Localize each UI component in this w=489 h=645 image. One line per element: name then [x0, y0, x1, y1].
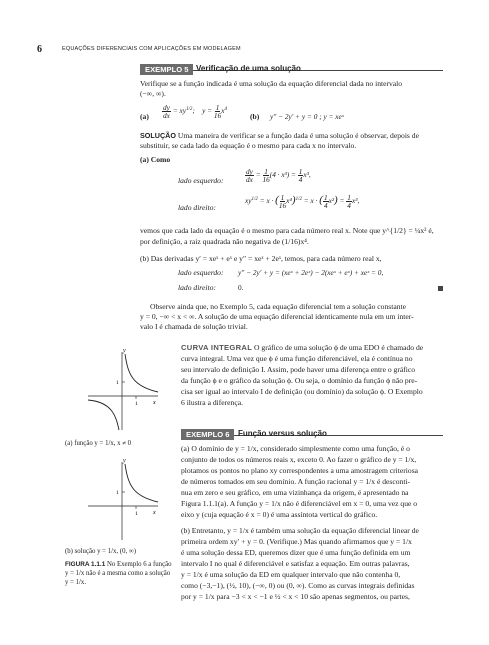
- figure-a-curve-negative: [88, 400, 119, 430]
- example6-b-line7: por y = 1/x para −3 < x < −1 e ½ < x < 10 são apenas segmentos, ou partes,: [181, 592, 410, 601]
- figure-caption-head: FIGURA 1.1.1: [65, 561, 106, 568]
- example6-b-line5: y = 1/x é uma solução da ED em qualquer intervalo que não contenha 0,: [181, 570, 401, 579]
- figure-caption-line1: [65, 561, 175, 570]
- example6-label: EXEMPLO 6: [181, 429, 234, 440]
- figure-a-caption: (a) função y = 1/x, x ≠ 0: [65, 440, 132, 447]
- b-line1: (b) Das derivadas y′ = xeˣ + eˣ e y″ = xeˣ + 2eˣ, temos, para cada número real x,: [140, 254, 382, 263]
- curva-line1: [181, 343, 481, 353]
- example6-a-line2: conjunto de todos os números reais x, exceto 0. Ao fazer o gráfico de y = 1/x,: [181, 455, 417, 464]
- b-right-side-label: lado direito:: [178, 283, 216, 292]
- example5-label: EXEMPLO 5: [140, 64, 193, 75]
- figure-a-graph: [80, 346, 160, 432]
- figure-a-y-label: y: [123, 348, 126, 354]
- figure-b-y-label: y: [123, 458, 126, 464]
- solution-head: SOLUÇÃO: [140, 131, 176, 140]
- example5-b-equation: y″ − 2y′ + y = 0 ; y = xeˣ: [270, 112, 344, 121]
- example5-intro-line1: Verifique se a função indicada é uma solução da equação diferencial dada no intervalo: [140, 79, 403, 88]
- observe-line2: y = 0, −∞ < x < ∞. A solução de uma equação diferencial identicamente nula em um inter-: [140, 312, 414, 321]
- example5-title: Verificação de uma solução: [196, 64, 301, 73]
- figure-b-tick-y: 1: [116, 490, 119, 496]
- figure-a-tick-y: 1: [116, 380, 119, 386]
- figure-b-x-label: x: [153, 510, 156, 516]
- figure-b-graph: [80, 456, 160, 542]
- a-left-side-expr: $\frac{dy}{dx}$ = $\frac{1}{16}$ (4 · x³) = $\frac{1}{4}$ x³,: [246, 167, 311, 184]
- figure-a-x-label: x: [153, 400, 156, 406]
- solution-line2: substituir, se cada lado da equação é o mesmo para cada x no intervalo.: [140, 141, 357, 150]
- end-of-example-mark: [438, 286, 443, 291]
- example6-a-line1: (a) O domínio de y = 1/x, considerado simplesmente como uma função, é o: [181, 444, 410, 453]
- a-right-side-expr: $xy^{1/2} = x$ · ( $\frac{1}{16}$ x⁴)$^{1/2}$ = x · ( $\frac{1}{4}$ x²) = $\frac{1}{4}$ x³,: [245, 193, 360, 210]
- curva-line2: curva integral. Uma vez que ϕ é uma função diferenciável, ela é contínua no: [181, 354, 413, 363]
- figure-b-caption: (b) solução y = 1/x, (0, ∞): [65, 548, 136, 555]
- curva-line4: da função ϕ e o gráfico da solução ϕ. Ou seja, o domínio da função ϕ não pre-: [181, 376, 418, 385]
- figure-b-curve-positive: [125, 464, 158, 502]
- curva-text1: O gráfico de uma solução ϕ de uma EDO é chamado de: [254, 343, 424, 352]
- solution-a-como: (a) Como: [140, 155, 171, 164]
- curva-line6: 6 ilustra a diferença.: [181, 398, 243, 407]
- solution-line1: [140, 131, 475, 141]
- curva-line3: seu intervalo de definição I. Assim, pode haver uma diferença entre o gráfico: [181, 365, 416, 374]
- b-left-side-expr: y″ − 2y′ + y = (xeˣ + 2eˣ) − 2(xeˣ + eˣ) + xeˣ = 0,: [238, 268, 384, 277]
- example6-b-line4: intervalo I no qual é diferenciável e satisfaz a equação. Em outras palavras,: [181, 559, 410, 568]
- solution-text1: Uma maneira de verificar se a função dada é uma solução é observar, depois de: [177, 131, 419, 140]
- a-conclusion-line1: vemos que cada lado da equação é o mesmo para cada número real x. Note que y^{1/2} = ¼x² é,: [140, 226, 434, 235]
- example5-intro-line2: (−∞, ∞).: [140, 89, 166, 98]
- figure-caption-text1: No Exemplo 6 a função: [106, 561, 172, 568]
- figure-a-tick-x: 1: [135, 401, 138, 407]
- example6-b-line3: é uma solução dessa ED, queremos dizer que é uma função definida em um: [181, 548, 411, 557]
- b-left-side-label: lado esquerdo:: [178, 268, 224, 277]
- example6-b-line6: como (−3,−1), (½, 10), (−∞, 0) ou (0, ∞). Como as curvas integrais definidas: [181, 581, 415, 590]
- example6-a-line6: Figura 1.1.1(a). A função y = 1/x não é diferenciável em x = 0, uma vez que o: [181, 499, 418, 508]
- example5-a-equation: $\frac{dy}{dx}$ = $xy^{1/2}$; y = $\frac{1}{16}$ $x^4$: [163, 103, 227, 120]
- observe-line1: Observe ainda que, no Exemplo 5, cada equação diferencial tem a solução constante: [150, 302, 406, 311]
- figure-caption-line2: y = 1/x não é a mesma como a solução: [65, 570, 171, 577]
- figure-b-tick-x: 1: [135, 511, 138, 517]
- figure-caption-line3: y = 1/x.: [65, 579, 87, 586]
- curva-line5: cisa ser igual ao intervalo I de definição (ou domínio) da solução ϕ. O Exemplo: [181, 387, 423, 396]
- example5-a-tag: (a): [140, 112, 149, 121]
- example6-b-line1: (b) Entretanto, y = 1/x é também uma solução da equação diferencial linear de: [181, 526, 419, 535]
- curva-label: CURVA INTEGRAL: [181, 343, 253, 352]
- a-conclusion-line2: por definição, a raiz quadrada não negativa de (1/16)x⁴.: [140, 237, 309, 246]
- a-right-side-label: lado direito:: [178, 203, 216, 212]
- a-left-side-label: lado esquerdo:: [178, 176, 224, 185]
- example6-a-line7: eixo y (cuja equação é x = 0) é uma assíntota vertical do gráfico.: [181, 510, 378, 519]
- b-right-side-expr: 0.: [238, 283, 244, 292]
- observe-line3: valo I é chamada de solução trivial.: [140, 322, 248, 331]
- example6-a-line3: plotamos os pontos no plano xy correspondentes a uma amostragem criteriosa: [181, 466, 419, 475]
- example6-a-line4: de números tomados em seu domínio. A função racional y = 1/x é desconti-: [181, 477, 411, 486]
- page-number: 6: [37, 44, 42, 55]
- example5-b-tag: (b): [250, 112, 260, 121]
- example6-title: Função versus solução: [238, 429, 327, 438]
- example6-b-line2: primeira ordem xy′ + y = 0. (Verifique.) Mas quando afirmamos que y = 1/x: [181, 537, 412, 546]
- running-title: EQUAÇÕES DIFERENCIAIS COM APLICAÇÕES EM MODELAGEM: [62, 46, 241, 52]
- figure-a-curve-positive: [125, 354, 158, 392]
- example6-a-line5: nua em zero e seu gráfico, em uma vizinhança da origem, é apresentado na: [181, 488, 409, 497]
